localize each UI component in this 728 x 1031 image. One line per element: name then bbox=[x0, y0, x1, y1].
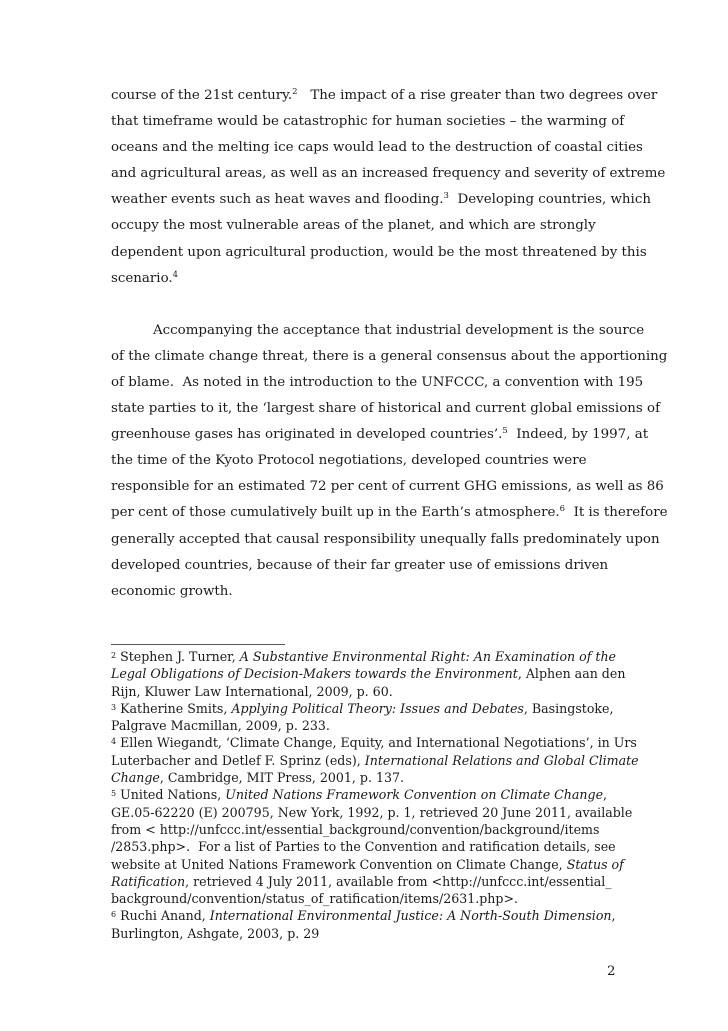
text: greenhouse gases has originated in developed countries’. bbox=[111, 427, 503, 443]
url-line[interactable]: from < http://unfccc.int/essential_background/convention/background/items bbox=[111, 821, 600, 837]
footnote-6 bbox=[111, 907, 631, 942]
italic-title: A Substantive Environmental Right: An Examination of the bbox=[239, 649, 617, 664]
footnote-5 bbox=[111, 786, 631, 907]
text-line: that timeframe would be catastrophic for human societies – the warming of bbox=[111, 114, 625, 130]
text-line: developed countries, because of their far greater use of emissions driven bbox=[111, 557, 609, 573]
text: The impact of a rise greater than two degrees over bbox=[297, 88, 658, 103]
footnote-number: 6 bbox=[111, 910, 117, 920]
text: , bbox=[603, 787, 608, 803]
text-line: occupy the most vulnerable areas of the planet, and which are strongly bbox=[111, 218, 596, 234]
text: per cent of those cumulatively built up in the Earth’s atmosphere. bbox=[111, 505, 560, 521]
text-line: Palgrave Macmillan, 2009, p. 233. bbox=[111, 718, 330, 734]
footnote-number: 4 bbox=[111, 737, 117, 747]
text-line: economic growth. bbox=[111, 583, 233, 599]
footnote-separator bbox=[111, 644, 285, 645]
text-line: Burlington, Ashgate, 2003, p. 29 bbox=[111, 925, 320, 941]
footnote-4 bbox=[111, 734, 639, 786]
text: , bbox=[611, 908, 616, 924]
text-line: and agricultural areas, as well as an increased frequency and severity of extreme bbox=[111, 166, 666, 182]
url-line[interactable]: background/convention/status_of_ratification/items/2631.php>. bbox=[111, 891, 519, 907]
text-line: GE.05-62220 (E) 200795, New York, 1992, p. 1, retrieved 20 June 2011, available bbox=[111, 804, 633, 820]
footnote-ref-2[interactable]: 2 bbox=[292, 87, 298, 97]
text: scenario. bbox=[111, 270, 173, 286]
text-line: Accompanying the acceptance that industrial development is the source bbox=[153, 322, 645, 338]
footnote-ref-4[interactable]: 4 bbox=[172, 269, 179, 280]
text-line: generally accepted that causal responsibility unequally falls predominately upon bbox=[111, 531, 660, 547]
text: course of the 21st century. bbox=[111, 88, 293, 103]
italic-title: United Nations Framework Convention on Climate Change bbox=[225, 787, 604, 803]
italic-title: Applying Political Theory: Issues and Debates bbox=[231, 700, 524, 716]
footnote-ref-3[interactable]: 3 bbox=[443, 191, 449, 202]
text-line: responsible for an estimated 72 per cent of current GHG emissions, as well as 86 bbox=[111, 479, 664, 495]
text: website at United Nations Framework Convention on Climate Change, bbox=[111, 856, 567, 872]
text-line: state parties to it, the ‘largest share of historical and current global emissions of bbox=[111, 401, 661, 417]
text: Ellen Wiegandt, ‘Climate Change, Equity, and International Negotiations’, in Urs bbox=[116, 735, 637, 751]
text-line: Rijn, Kluwer Law International, 2009, p. 60. bbox=[111, 683, 393, 699]
text: Ruchi Anand, bbox=[116, 908, 210, 924]
paragraph-2 bbox=[111, 318, 668, 605]
italic-title: Ratification bbox=[111, 873, 186, 889]
italic-title: International Environmental Justice: A North-South Dimension bbox=[209, 908, 612, 924]
footnote-ref-6[interactable]: 6 bbox=[559, 504, 566, 515]
footnotes bbox=[111, 648, 639, 942]
text-line: /2853.php>. For a list of Parties to the Convention and ratification details, see bbox=[111, 839, 616, 855]
text: , Alphen aan den bbox=[517, 666, 626, 682]
text: Luterbacher and Detlef F. Sprinz (eds), bbox=[111, 752, 365, 768]
footnote-3 bbox=[111, 700, 631, 735]
text: It is therefore bbox=[565, 505, 668, 521]
text: , Cambridge, MIT Press, 2001, p. 137. bbox=[159, 770, 404, 786]
page-body bbox=[111, 83, 668, 605]
footnote-number: 2 bbox=[111, 651, 117, 660]
text: , retrieved 4 July 2011, available from <http://unfccc.int/essential_ bbox=[185, 873, 612, 889]
text-line: the time of the Kyoto Protocol negotiations, developed countries were bbox=[111, 453, 587, 469]
text: Indeed, by 1997, at bbox=[507, 427, 649, 443]
text: Stephen J. Turner, bbox=[116, 649, 240, 664]
text: United Nations, bbox=[116, 787, 226, 803]
italic-title: Change bbox=[111, 770, 160, 786]
text-line: dependent upon agricultural production, would be the most threatened by this bbox=[111, 244, 647, 260]
paragraph-1 bbox=[111, 83, 666, 292]
text-line: oceans and the melting ice caps would lead to the destruction of coastal cities bbox=[111, 140, 643, 156]
footnote-2 bbox=[111, 648, 631, 700]
text: Developing countries, which bbox=[448, 192, 651, 208]
paragraph-gap bbox=[111, 292, 621, 318]
footnote-ref-5[interactable]: 5 bbox=[502, 426, 508, 437]
italic-title: International Relations and Global Climate bbox=[364, 752, 639, 768]
footnote-number: 3 bbox=[111, 702, 117, 712]
text-line: of the climate change threat, there is a general consensus about the apportioning bbox=[111, 348, 668, 364]
italic-title: Status of bbox=[566, 856, 624, 872]
text-line: of blame. As noted in the introduction to the UNFCCC, a convention with 195 bbox=[111, 374, 644, 390]
text: weather events such as heat waves and flooding. bbox=[111, 192, 444, 208]
footnote-number: 5 bbox=[111, 789, 117, 799]
page-number: 2 bbox=[607, 964, 616, 979]
italic-title: Legal Obligations of Decision-Makers towards the Environment bbox=[111, 666, 518, 682]
text: , Basingstoke, bbox=[523, 700, 614, 716]
text: Katherine Smits, bbox=[116, 700, 232, 716]
